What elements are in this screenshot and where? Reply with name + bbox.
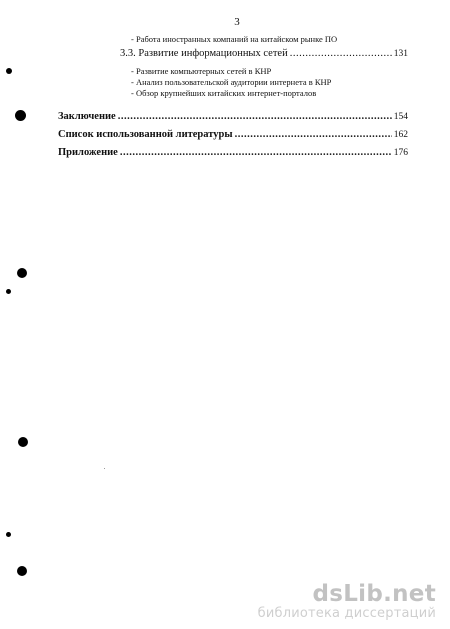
toc-entry-page: 176 — [393, 148, 408, 158]
list-item — [131, 77, 331, 87]
bullet-dash: - — [131, 88, 136, 98]
toc-entry-conclusion — [58, 111, 408, 122]
list-item-text: Развитие компьютерных сетей в КНР — [135, 66, 272, 76]
toc-entry-label: 3.3. Развитие информационных сетей — [120, 48, 288, 59]
toc-entry-page: 154 — [393, 112, 408, 122]
list-item-text: Анализ пользовательской аудитории интернета в КНР — [135, 77, 332, 87]
punch-hole-mark — [6, 289, 11, 294]
dot-leader — [290, 48, 392, 59]
toc-entry-label: Заключение — [58, 111, 116, 122]
punch-hole-mark — [6, 532, 11, 537]
punch-hole-mark — [6, 68, 12, 74]
bullet-dash: - — [131, 66, 136, 76]
punch-hole-mark — [17, 566, 27, 576]
punch-hole-mark — [17, 268, 27, 278]
toc-entry-appendix — [58, 147, 408, 158]
toc-entry-label: Список использованной литературы — [58, 129, 233, 140]
list-item — [131, 34, 337, 44]
list-item-text: Обзор крупнейших китайских интернет-порталов — [135, 88, 317, 98]
dot-leader — [118, 111, 392, 122]
watermark-brand: dsLib.net — [312, 581, 436, 607]
watermark — [258, 582, 436, 622]
list-item-text: Работа иностранных компаний на китайском рынке ПО — [135, 34, 338, 44]
scan-speck — [104, 468, 105, 469]
punch-hole-mark — [15, 110, 26, 121]
toc-entry-bibliography — [58, 129, 408, 140]
punch-hole-mark — [18, 437, 28, 447]
bullet-dash: - — [131, 77, 136, 87]
watermark-tagline: библиотека диссертаций — [257, 606, 436, 621]
bullet-dash: - — [131, 34, 136, 44]
dot-leader — [235, 129, 392, 140]
toc-entry-label: Приложение — [58, 147, 118, 158]
dot-leader — [120, 147, 392, 158]
list-item — [131, 88, 316, 98]
page-number: 3 — [234, 16, 240, 28]
toc-entry-page: 131 — [393, 49, 408, 59]
list-item — [131, 66, 271, 76]
toc-entry-page: 162 — [393, 130, 408, 140]
toc-entry-section-3-3 — [120, 48, 408, 59]
